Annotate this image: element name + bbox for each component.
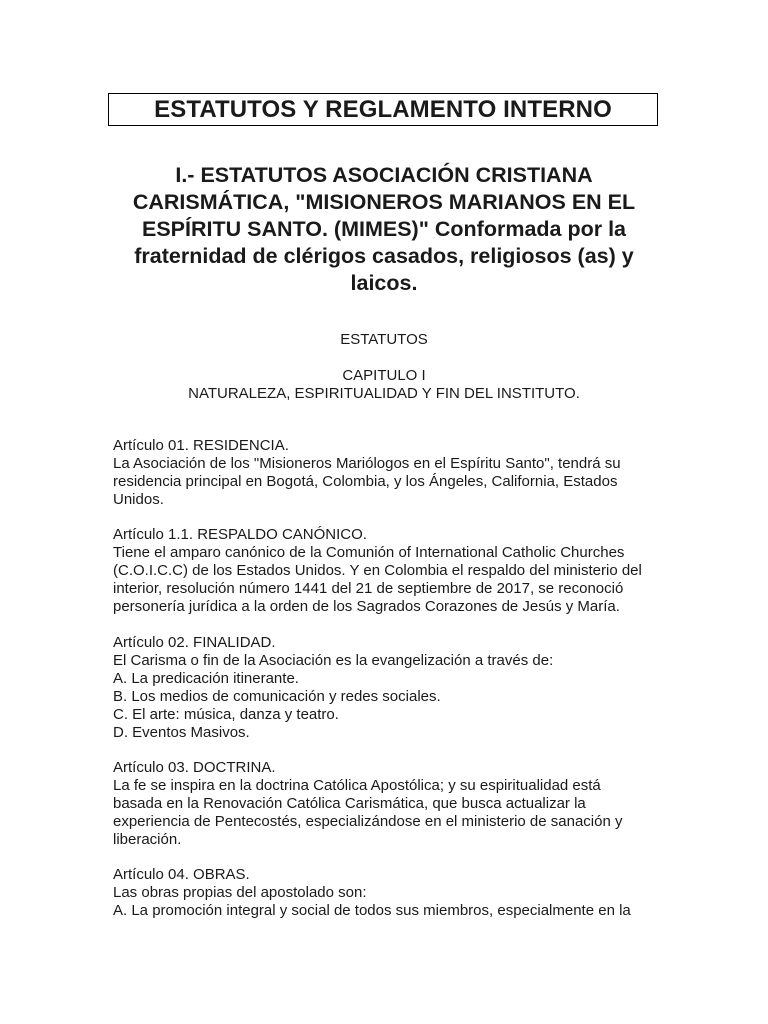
chapter-number: CAPITULO I: [342, 367, 426, 384]
heading-line: I.- ESTATUTOS ASOCIACIÓN CRISTIANA: [175, 163, 593, 187]
article-line: Las obras propias del apostolado son:: [113, 884, 367, 901]
article-line: basada en la Renovación Católica Carismática, que busca actualizar la: [113, 795, 586, 812]
article-line: (C.O.I.C.C) de los Estados Unidos. Y en Colombia el respaldo del ministerio del: [113, 562, 642, 579]
article-title: Artículo 02. FINALIDAD.: [113, 634, 276, 651]
article-doctrina: [113, 759, 673, 849]
article-line: B. Los medios de comunicación y redes sociales.: [113, 688, 441, 705]
article-title: Artículo 03. DOCTRINA.: [113, 759, 276, 776]
heading-line: CARISMÁTICA, "MISIONEROS MARIANOS EN EL: [132, 190, 636, 214]
chapter-title: NATURALEZA, ESPIRITUALIDAD Y FIN DEL INSTITUTO.: [188, 385, 580, 402]
article-title: Artículo 04. OBRAS.: [113, 866, 250, 883]
article-title: Artículo 01. RESIDENCIA.: [113, 437, 289, 454]
article-obras: [113, 866, 673, 920]
section-label: ESTATUTOS: [340, 331, 428, 348]
article-line: D. Eventos Masivos.: [113, 724, 250, 741]
heading-line: fraternidad de clérigos casados, religiosos (as) y: [134, 244, 634, 268]
article-finalidad: [113, 634, 673, 742]
article-line: La fe se inspira en la doctrina Católica Apostólica; y su espiritualidad está: [113, 777, 601, 794]
document-title-box: ESTATUTOS Y REGLAMENTO INTERNO: [108, 93, 658, 126]
main-heading: [108, 162, 660, 297]
article-line: Unidos.: [113, 491, 164, 508]
article-line: interior, resolución número 1441 del 21 de septiembre de 2017, se reconoció: [113, 580, 624, 597]
article-line: A. La promoción integral y social de todos sus miembros, especialmente en la: [113, 902, 631, 919]
article-line: experiencia de Pentecostés, especializándose en el ministerio de sanación y: [113, 813, 623, 830]
article-line: A. La predicación itinerante.: [113, 670, 299, 687]
article-line: C. El arte: música, danza y teatro.: [113, 706, 339, 723]
article-line: residencia principal en Bogotá, Colombia, y los Ángeles, California, Estados: [113, 473, 618, 490]
article-title: Artículo 1.1. RESPALDO CANÓNICO.: [113, 526, 367, 543]
article-residencia: [113, 437, 673, 509]
article-respaldo-canonico: [113, 526, 673, 616]
heading-line: ESPÍRITU SANTO. (MIMES)" Conformada por la: [141, 217, 627, 241]
article-line: La Asociación de los "Misioneros Mariólogos en el Espíritu Santo", tendrá su: [113, 455, 621, 472]
article-line: liberación.: [113, 831, 182, 848]
heading-line: laicos.: [350, 271, 418, 295]
article-line: Tiene el amparo canónico de la Comunión of International Catholic Churches: [113, 544, 625, 561]
article-line: El Carisma o fin de la Asociación es la evangelización a través de:: [113, 652, 554, 669]
article-line: personería jurídica a la orden de los Sagrados Corazones de Jesús y María.: [113, 598, 620, 615]
